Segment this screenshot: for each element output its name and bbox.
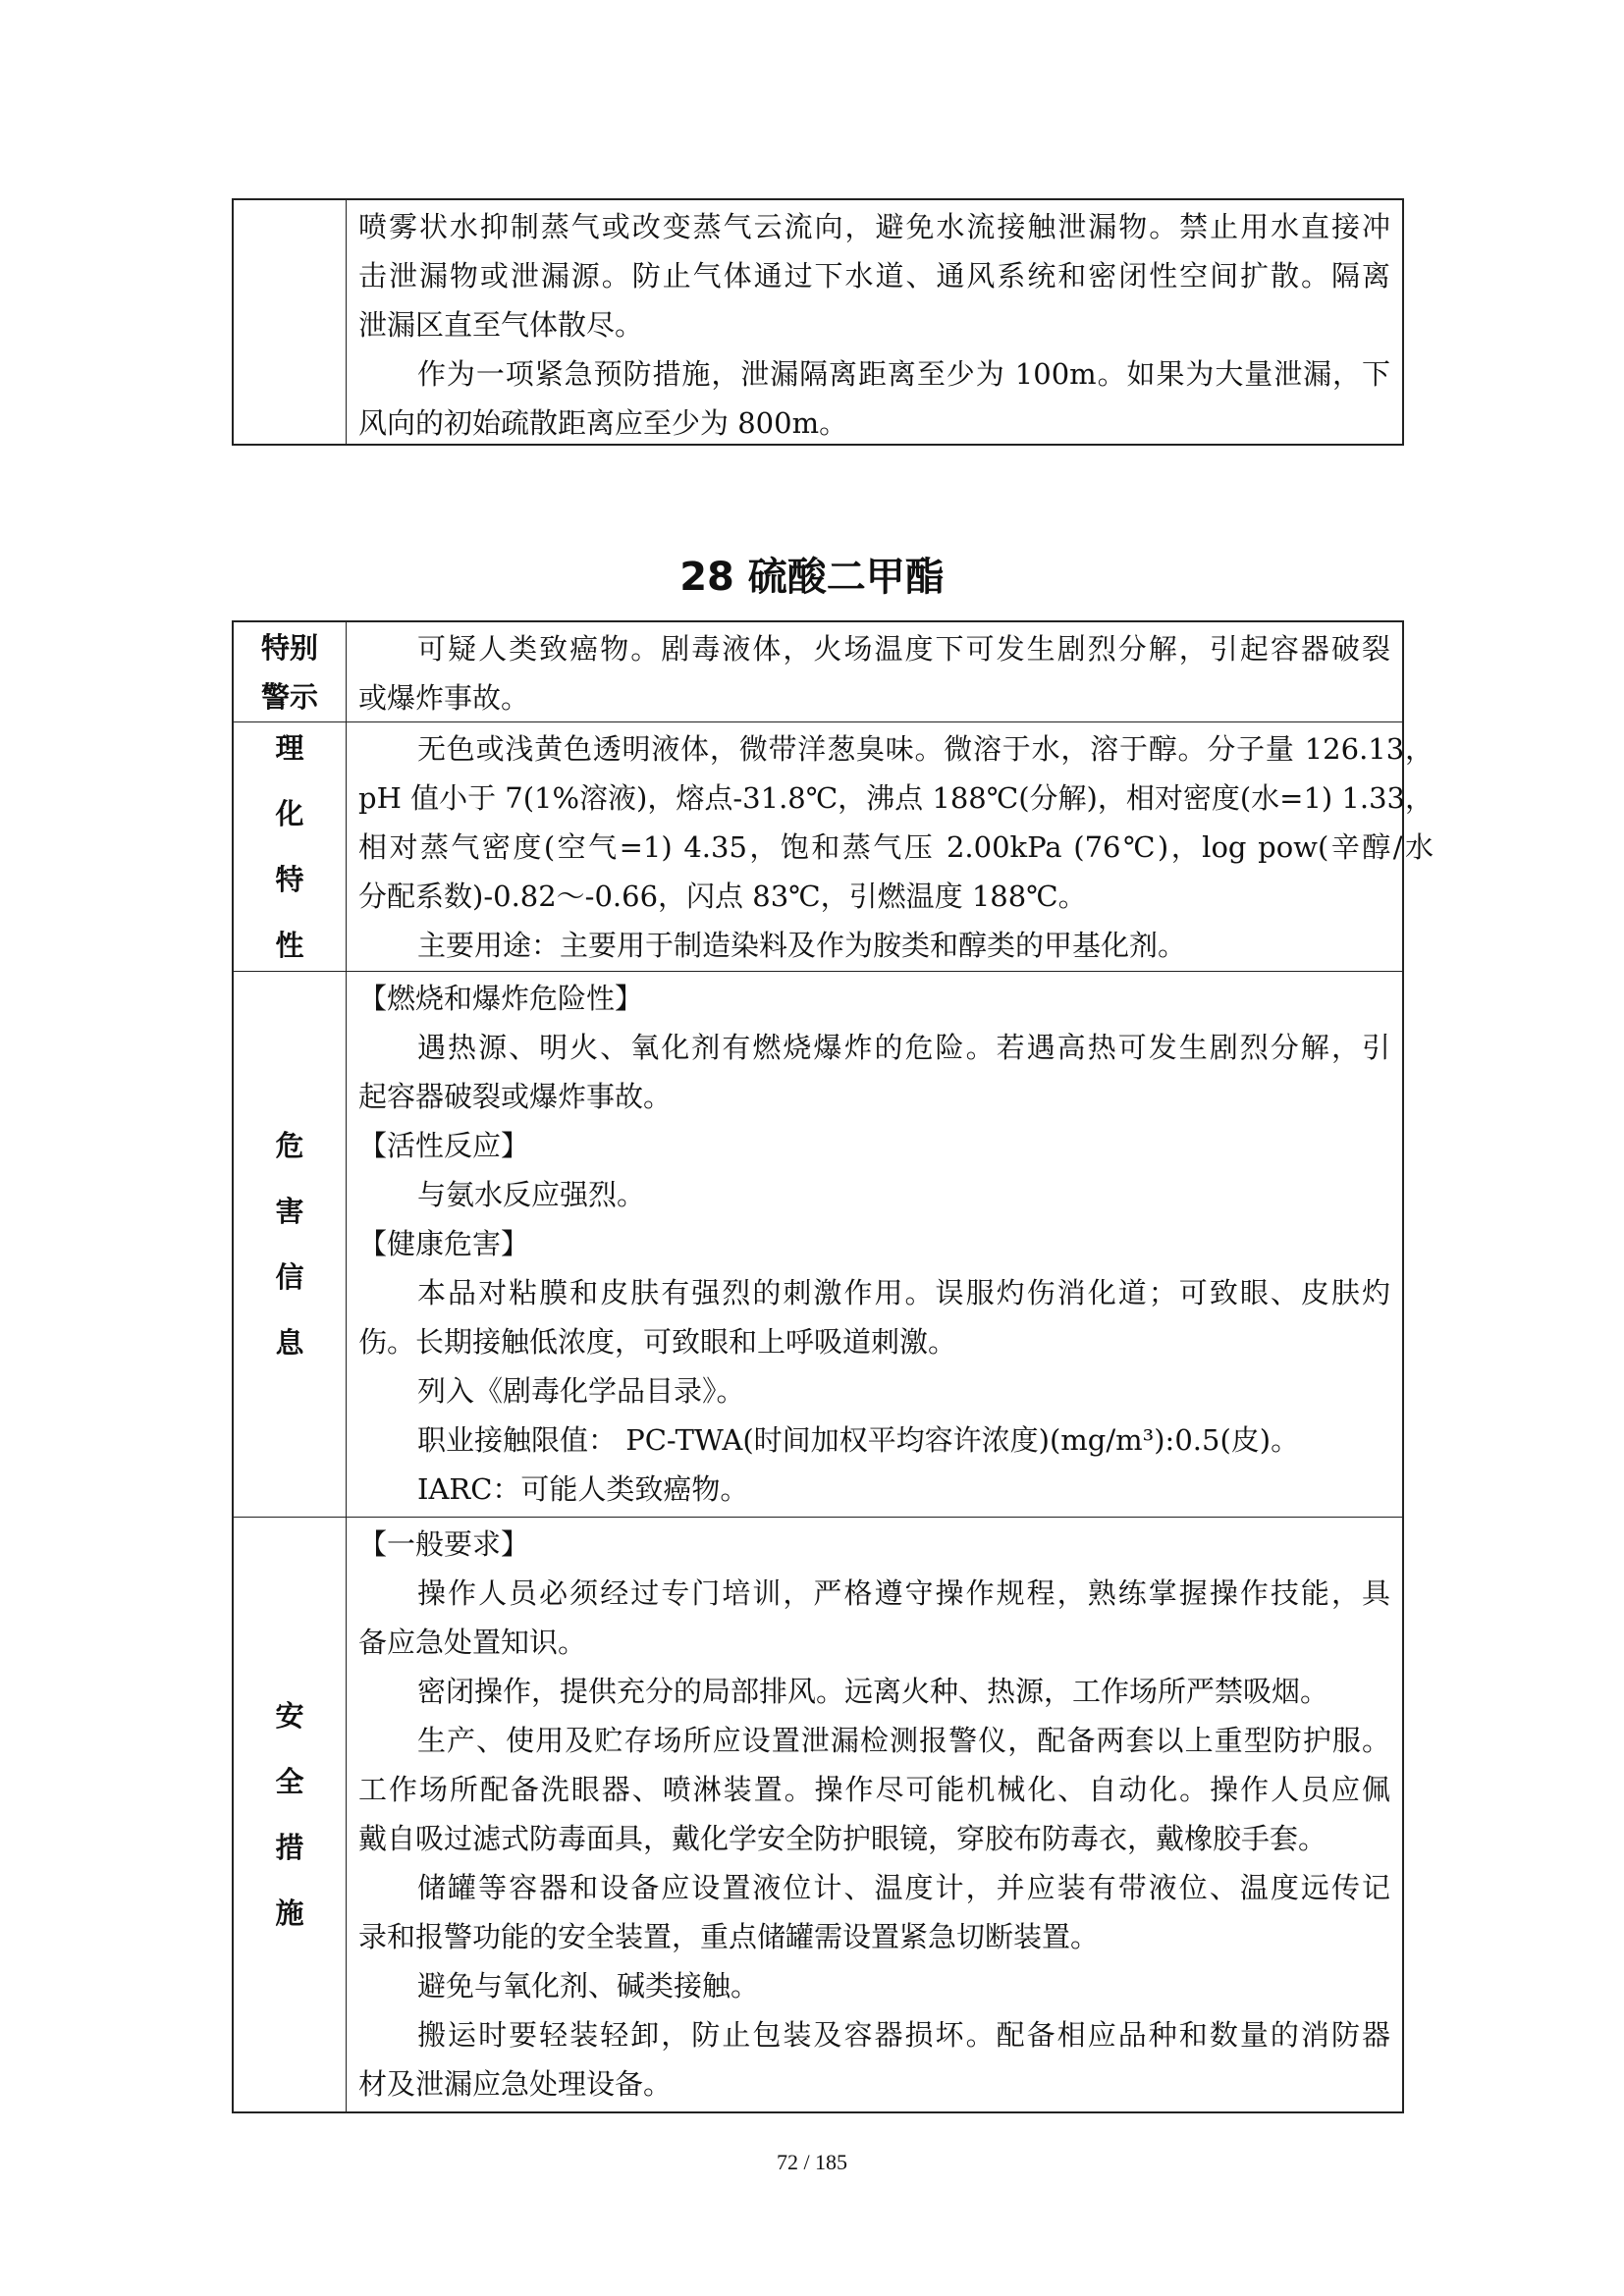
label-char: 信 [275,1259,304,1294]
text-line: 本品对粘膜和皮肤有强烈的刺激作用。误服灼伤消化道；可致眼、皮肤灼 [417,1276,1390,1309]
label-char: 警示 [260,679,318,714]
text-line: 风向的初始疏散距离应至少为 800m。 [358,406,848,440]
text-line: 【活性反应】 [358,1129,530,1162]
chemical-info-table [232,620,1434,2113]
text-line: 材及泄漏应急处理设备。 [358,2067,673,2101]
label-char: 特别 [260,630,318,665]
text-line: 储罐等容器和设备应设置液位计、温度计，并应装有带液位、温度远传记 [417,1871,1390,1904]
row-content [347,722,1445,971]
text-line: 【燃烧和爆炸危险性】 [358,982,644,1015]
continuation-label-cell [234,200,347,444]
text-line: 职业接触限值： PC-TWA(时间加权平均容许浓度)(mg/m³):0.5(皮)。 [417,1423,1300,1457]
continuation-content [347,200,1402,444]
label-char: 理 [275,730,304,765]
text-line: 分配系数)-0.82～-0.66，闪点 83℃，引燃温度 188℃。 [358,880,1087,913]
row-physicochemical-properties [234,721,1434,971]
label-char: 危 [275,1128,304,1162]
label-char: 性 [275,928,304,962]
text-line: 密闭操作，提供充分的局部排风。远离火种、热源，工作场所严禁吸烟。 [417,1675,1329,1708]
label-char: 化 [275,796,304,830]
page-number: 72 / 185 [776,2150,848,2174]
text-line: 避免与氧化剂、碱类接触。 [417,1969,760,2002]
text-line: 录和报警功能的安全装置，重点储罐需设置紧急切断装置。 [358,1920,1100,1953]
text-line: 相对蒸气密度(空气=1) 4.35，饱和蒸气压 2.00kPa (76℃)，log pow(辛醇/水 [358,830,1434,864]
text-line: IARC：可能人类致癌物。 [417,1472,749,1506]
row-safety-measures [234,1517,1402,2111]
label-char: 措 [275,1830,304,1864]
row-content [347,622,1402,721]
row-content [347,1518,1402,2111]
text-line: 喷雾状水抑制蒸气或改变蒸气云流向，避免水流接触泄漏物。禁止用水直接冲 [358,210,1390,243]
text-line: 【一般要求】 [358,1527,530,1561]
row-hazard-information [234,971,1402,1517]
text-line: 戴自吸过滤式防毒面具，戴化学安全防护眼镜，穿胶布防毒衣，戴橡胶手套。 [358,1822,1327,1855]
text-line: 列入《剧毒化学品目录》。 [417,1374,745,1408]
row-label [234,622,347,721]
text-line: 生产、使用及贮存场所应设置泄漏检测报警仪，配备两套以上重型防护服。 [417,1724,1390,1757]
text-line: 泄漏区直至气体散尽。 [358,308,644,342]
text-line: 无色或浅黄色透明液体，微带洋葱臭味。微溶于水，溶于醇。分子量 126.13， [417,732,1434,766]
text-line: 搬运时要轻装轻卸，防止包装及容器损坏。配备相应品种和数量的消防器 [417,2018,1390,2052]
label-char: 害 [275,1194,304,1228]
text-line: 作为一项紧急预防措施，泄漏隔离距离至少为 100m。如果为大量泄漏，下 [417,357,1390,391]
text-line: 【健康危害】 [358,1227,530,1260]
text-line: 击泄漏物或泄漏源。防止气体通过下水道、通风系统和密闭性空间扩散。隔离 [358,259,1390,293]
text-line: 主要用途：主要用于制造染料及作为胺类和醇类的甲基化剂。 [417,929,1187,962]
text-line: 与氨水反应强烈。 [417,1178,646,1211]
text-line: 或爆炸事故。 [358,681,530,715]
text-line: 起容器破裂或爆炸事故。 [358,1080,673,1113]
text-line: 备应急处置知识。 [358,1626,587,1659]
row-special-warning [234,622,1402,721]
section-title: 28 硫酸二甲酯 [679,555,945,600]
text-line: 可疑人类致癌物。剧毒液体，火场温度下可发生剧烈分解，引起容器破裂 [417,632,1390,666]
text-line: pH 值小于 7(1%溶液)，熔点-31.8℃，沸点 188℃(分解)，相对密度(水=1) 1.33， [358,781,1434,815]
continuation-table [232,198,1404,446]
row-label [234,722,347,971]
text-line: 遇热源、明火、氧化剂有燃烧爆炸的危险。若遇高热可发生剧烈分解，引 [417,1031,1390,1064]
text-line: 工作场所配备洗眼器、喷淋装置。操作尽可能机械化、自动化。操作人员应佩 [358,1773,1390,1806]
label-char: 施 [275,1896,304,1930]
text-line: 伤。长期接触低浓度，可致眼和上呼吸道刺激。 [358,1325,957,1359]
row-label [234,1518,347,2111]
label-char: 息 [275,1325,304,1360]
text-line: 操作人员必须经过专门培训，严格遵守操作规程，熟练掌握操作技能，具 [417,1576,1390,1610]
label-char: 特 [275,862,304,896]
row-content [347,972,1402,1517]
label-char: 安 [275,1698,304,1733]
row-label [234,972,347,1517]
label-char: 全 [275,1764,304,1798]
